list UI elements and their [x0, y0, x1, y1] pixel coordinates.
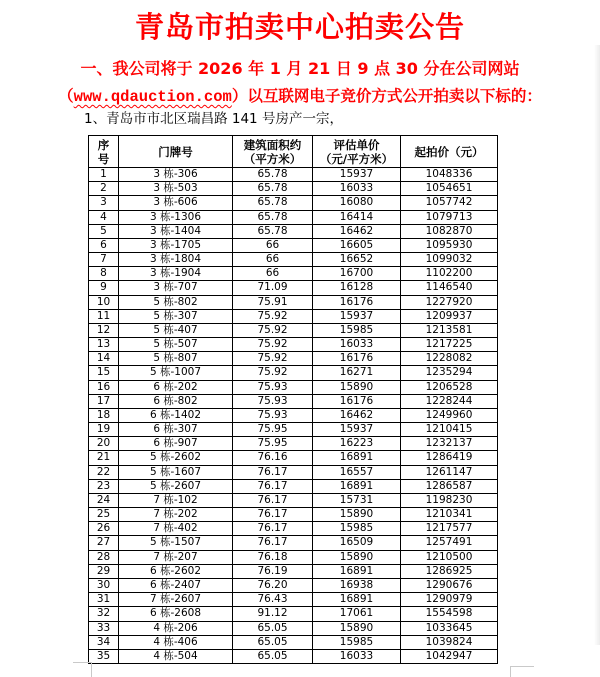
- page-edge-shadow: [594, 45, 600, 645]
- table-cell: 65.78: [233, 168, 313, 182]
- table-cell: 5 栋-1007: [119, 366, 233, 380]
- table-cell: 1227920: [401, 295, 498, 309]
- table-cell: 5 栋-407: [119, 323, 233, 337]
- table-cell: 29: [89, 564, 119, 578]
- table-cell: 16223: [313, 437, 401, 451]
- table-cell: 1209937: [401, 309, 498, 323]
- table-cell: 1206528: [401, 380, 498, 394]
- table-row: [89, 423, 498, 437]
- intro-line-1: 一、我公司将于 2026 年 1 月 21 日 9 点 30 分在公司网站: [80, 59, 520, 78]
- table-cell: 1232137: [401, 437, 498, 451]
- table-row: [89, 281, 498, 295]
- table-cell: 7 栋-402: [119, 522, 233, 536]
- table-cell: 3 栋-1804: [119, 253, 233, 267]
- table-row: [89, 380, 498, 394]
- table-cell: 3 栋-1904: [119, 267, 233, 281]
- table-cell: 31: [89, 593, 119, 607]
- table-cell: 4 栋-504: [119, 649, 233, 663]
- table-cell: 91.12: [233, 607, 313, 621]
- table-row: [89, 465, 498, 479]
- table-cell: 16509: [313, 536, 401, 550]
- table-cell: 3 栋-1306: [119, 210, 233, 224]
- table-row: [89, 451, 498, 465]
- table-row: [89, 168, 498, 182]
- table-cell: 16700: [313, 267, 401, 281]
- table-cell: 16033: [313, 649, 401, 663]
- table-cell: 75.92: [233, 309, 313, 323]
- table-cell: 1290676: [401, 578, 498, 592]
- table-cell: 76.17: [233, 493, 313, 507]
- table-cell: 1249960: [401, 408, 498, 422]
- table-row: [89, 238, 498, 252]
- table-row: [89, 224, 498, 238]
- table-cell: 1210341: [401, 508, 498, 522]
- table-cell: 75.92: [233, 352, 313, 366]
- table-cell: 4: [89, 210, 119, 224]
- table-cell: 15731: [313, 493, 401, 507]
- table-cell: 1261147: [401, 465, 498, 479]
- table-cell: 15985: [313, 522, 401, 536]
- table-cell: 76.18: [233, 550, 313, 564]
- table-cell: 65.78: [233, 210, 313, 224]
- table-cell: 15890: [313, 380, 401, 394]
- table-cell: 75.93: [233, 394, 313, 408]
- table-row: [89, 408, 498, 422]
- table-cell: 17061: [313, 607, 401, 621]
- table-cell: 1048336: [401, 168, 498, 182]
- table-cell: 1: [89, 168, 119, 182]
- table-cell: 14: [89, 352, 119, 366]
- table-row: [89, 550, 498, 564]
- table-cell: 15985: [313, 635, 401, 649]
- table-cell: 2: [89, 182, 119, 196]
- table-cell: 75.93: [233, 380, 313, 394]
- table-cell: 5: [89, 224, 119, 238]
- table-cell: 23: [89, 479, 119, 493]
- lot-description: 1、青岛市市北区瑞昌路 141 号房产一宗，: [84, 111, 343, 127]
- table-cell: 16033: [313, 182, 401, 196]
- table-cell: 75.95: [233, 423, 313, 437]
- table-cell: 16: [89, 380, 119, 394]
- text-boundary-mark-bottom-left: [73, 662, 92, 663]
- table-cell: 34: [89, 635, 119, 649]
- table-cell: 76.43: [233, 593, 313, 607]
- table-cell: 7 栋-102: [119, 493, 233, 507]
- table-cell: 1039824: [401, 635, 498, 649]
- table-cell: 75.95: [233, 437, 313, 451]
- table-cell: 6 栋-2407: [119, 578, 233, 592]
- header-assessed-unit-price: 评估单价 （元/平方米）: [313, 136, 401, 168]
- intro-line-2: [0, 84, 600, 106]
- table-cell: 1057742: [401, 196, 498, 210]
- table-row: [89, 182, 498, 196]
- table-row: [89, 210, 498, 224]
- table-cell: 35: [89, 649, 119, 663]
- table-cell: 1095930: [401, 238, 498, 252]
- table-cell: 5 栋-1507: [119, 536, 233, 550]
- table-cell: 1210415: [401, 423, 498, 437]
- table-cell: 1198230: [401, 493, 498, 507]
- table-cell: 5 栋-507: [119, 338, 233, 352]
- table-cell: 17: [89, 394, 119, 408]
- paren-open: （: [58, 87, 74, 105]
- table-row: [89, 649, 498, 663]
- table-cell: 65.78: [233, 182, 313, 196]
- table-cell: 6 栋-802: [119, 394, 233, 408]
- table-cell: 15937: [313, 168, 401, 182]
- table-row: [89, 323, 498, 337]
- table-cell: 1235294: [401, 366, 498, 380]
- table-cell: 6 栋-1402: [119, 408, 233, 422]
- table-cell: 65.78: [233, 196, 313, 210]
- table-cell: 16176: [313, 295, 401, 309]
- table-cell: 12: [89, 323, 119, 337]
- table-cell: 75.92: [233, 338, 313, 352]
- table-cell: 3 栋-1705: [119, 238, 233, 252]
- table-cell: 66: [233, 267, 313, 281]
- table-cell: 76.16: [233, 451, 313, 465]
- table-cell: 1082870: [401, 224, 498, 238]
- table-cell: 65.05: [233, 621, 313, 635]
- table-cell: 15937: [313, 423, 401, 437]
- table-cell: 24: [89, 493, 119, 507]
- table-cell: 75.91: [233, 295, 313, 309]
- table-cell: 18: [89, 408, 119, 422]
- table-cell: 16414: [313, 210, 401, 224]
- header-building-area: 建筑面积约 （平方米）: [233, 136, 313, 168]
- table-cell: 15890: [313, 508, 401, 522]
- table-cell: 30: [89, 578, 119, 592]
- text-boundary-mark-bottom-left: [91, 662, 92, 677]
- table-row: [89, 394, 498, 408]
- table-cell: 76.19: [233, 564, 313, 578]
- table-cell: 20: [89, 437, 119, 451]
- text-boundary-mark-bottom-right: [510, 666, 534, 667]
- table-cell: 1079713: [401, 210, 498, 224]
- table-row: [89, 621, 498, 635]
- table-cell: 8: [89, 267, 119, 281]
- auction-website-link[interactable]: www.qdauction.com: [73, 88, 232, 106]
- table-row: [89, 508, 498, 522]
- table-cell: 1033645: [401, 621, 498, 635]
- table-cell: 75.92: [233, 366, 313, 380]
- table-cell: 6 栋-307: [119, 423, 233, 437]
- text-boundary-mark-bottom-right: [510, 666, 511, 677]
- table-cell: 5 栋-802: [119, 295, 233, 309]
- header-starting-price: 起拍价（元）: [401, 136, 498, 168]
- table-cell: 22: [89, 465, 119, 479]
- table-cell: 1099032: [401, 253, 498, 267]
- table-cell: 1286587: [401, 479, 498, 493]
- table-row: [89, 309, 498, 323]
- table-cell: 7 栋-2607: [119, 593, 233, 607]
- table-row: [89, 267, 498, 281]
- table-cell: 15937: [313, 309, 401, 323]
- table-row: [89, 607, 498, 621]
- table-cell: 16891: [313, 564, 401, 578]
- table-cell: 16462: [313, 224, 401, 238]
- table-cell: 19: [89, 423, 119, 437]
- table-row: [89, 522, 498, 536]
- table-cell: 3: [89, 196, 119, 210]
- table-row: [89, 635, 498, 649]
- table-cell: 3 栋-606: [119, 196, 233, 210]
- table-cell: 75.92: [233, 323, 313, 337]
- table-row: [89, 593, 498, 607]
- table-cell: 1102200: [401, 267, 498, 281]
- table-cell: 7 栋-202: [119, 508, 233, 522]
- table-cell: 16891: [313, 451, 401, 465]
- table-cell: 11: [89, 309, 119, 323]
- auction-lots-table: [88, 135, 498, 664]
- table-cell: 6: [89, 238, 119, 252]
- page-title: 青岛市拍卖中心拍卖公告: [134, 10, 465, 44]
- table-row: [89, 437, 498, 451]
- table-cell: 3 栋-1404: [119, 224, 233, 238]
- table-cell: 21: [89, 451, 119, 465]
- table-row: [89, 479, 498, 493]
- table-row: [89, 578, 498, 592]
- header-serial-number: 序 号: [89, 136, 119, 168]
- table-header-row: [89, 136, 498, 168]
- table-cell: 6 栋-202: [119, 380, 233, 394]
- table-cell: 76.17: [233, 479, 313, 493]
- table-cell: 16033: [313, 338, 401, 352]
- table-cell: 76.17: [233, 465, 313, 479]
- table-cell: 6 栋-2602: [119, 564, 233, 578]
- table-cell: 16605: [313, 238, 401, 252]
- table-cell: 1290979: [401, 593, 498, 607]
- table-cell: 3 栋-707: [119, 281, 233, 295]
- table-cell: 6 栋-907: [119, 437, 233, 451]
- table-row: [89, 253, 498, 267]
- table-cell: 76.17: [233, 536, 313, 550]
- table-cell: 27: [89, 536, 119, 550]
- table-cell: 1228244: [401, 394, 498, 408]
- table-cell: 1042947: [401, 649, 498, 663]
- table-cell: 66: [233, 253, 313, 267]
- table-row: [89, 493, 498, 507]
- table-cell: 76.17: [233, 522, 313, 536]
- table-cell: 1054651: [401, 182, 498, 196]
- table-row: [89, 338, 498, 352]
- table-cell: 16891: [313, 593, 401, 607]
- table-cell: 28: [89, 550, 119, 564]
- table-cell: 1217577: [401, 522, 498, 536]
- header-door-number: 门牌号: [119, 136, 233, 168]
- table-cell: 1210500: [401, 550, 498, 564]
- table-row: [89, 196, 498, 210]
- table-row: [89, 366, 498, 380]
- table-cell: 15890: [313, 621, 401, 635]
- table-cell: 75.93: [233, 408, 313, 422]
- table-cell: 1228082: [401, 352, 498, 366]
- table-cell: 5 栋-2602: [119, 451, 233, 465]
- table-row: [89, 352, 498, 366]
- table-cell: 32: [89, 607, 119, 621]
- table-cell: 5 栋-1607: [119, 465, 233, 479]
- table-cell: 1217225: [401, 338, 498, 352]
- table-cell: 15890: [313, 550, 401, 564]
- table-cell: 16176: [313, 394, 401, 408]
- table-cell: 3 栋-503: [119, 182, 233, 196]
- table-cell: 71.09: [233, 281, 313, 295]
- table-cell: 66: [233, 238, 313, 252]
- intro-line-2-rest: ）以互联网电子竞价方式公开拍卖以下标的：: [231, 87, 542, 105]
- table-cell: 6 栋-2608: [119, 607, 233, 621]
- table-row: [89, 564, 498, 578]
- table-cell: 26: [89, 522, 119, 536]
- table-cell: 65.78: [233, 224, 313, 238]
- table-cell: 13: [89, 338, 119, 352]
- table-cell: 16652: [313, 253, 401, 267]
- table-cell: 16128: [313, 281, 401, 295]
- table-cell: 15985: [313, 323, 401, 337]
- table-cell: 9: [89, 281, 119, 295]
- table-cell: 65.05: [233, 635, 313, 649]
- table-cell: 25: [89, 508, 119, 522]
- table-cell: 4 栋-206: [119, 621, 233, 635]
- table-cell: 3 栋-306: [119, 168, 233, 182]
- table-cell: 76.17: [233, 508, 313, 522]
- table-cell: 1554598: [401, 607, 498, 621]
- table-row: [89, 295, 498, 309]
- table-cell: 1286419: [401, 451, 498, 465]
- table-cell: 1286925: [401, 564, 498, 578]
- table-cell: 10: [89, 295, 119, 309]
- table-cell: 16891: [313, 479, 401, 493]
- table-cell: 16938: [313, 578, 401, 592]
- table-cell: 1213581: [401, 323, 498, 337]
- table-cell: 1146540: [401, 281, 498, 295]
- table-cell: 76.20: [233, 578, 313, 592]
- table-cell: 16462: [313, 408, 401, 422]
- table-cell: 15: [89, 366, 119, 380]
- table-cell: 16176: [313, 352, 401, 366]
- table-cell: 5 栋-2607: [119, 479, 233, 493]
- table-cell: 33: [89, 621, 119, 635]
- table-cell: 5 栋-307: [119, 309, 233, 323]
- table-cell: 1257491: [401, 536, 498, 550]
- table-cell: 16557: [313, 465, 401, 479]
- table-cell: 7 栋-207: [119, 550, 233, 564]
- table-body: [89, 168, 498, 664]
- table-cell: 4 栋-406: [119, 635, 233, 649]
- table-cell: 16271: [313, 366, 401, 380]
- table-cell: 5 栋-807: [119, 352, 233, 366]
- table-cell: 65.05: [233, 649, 313, 663]
- table-cell: 16080: [313, 196, 401, 210]
- table-row: [89, 536, 498, 550]
- table-cell: 7: [89, 253, 119, 267]
